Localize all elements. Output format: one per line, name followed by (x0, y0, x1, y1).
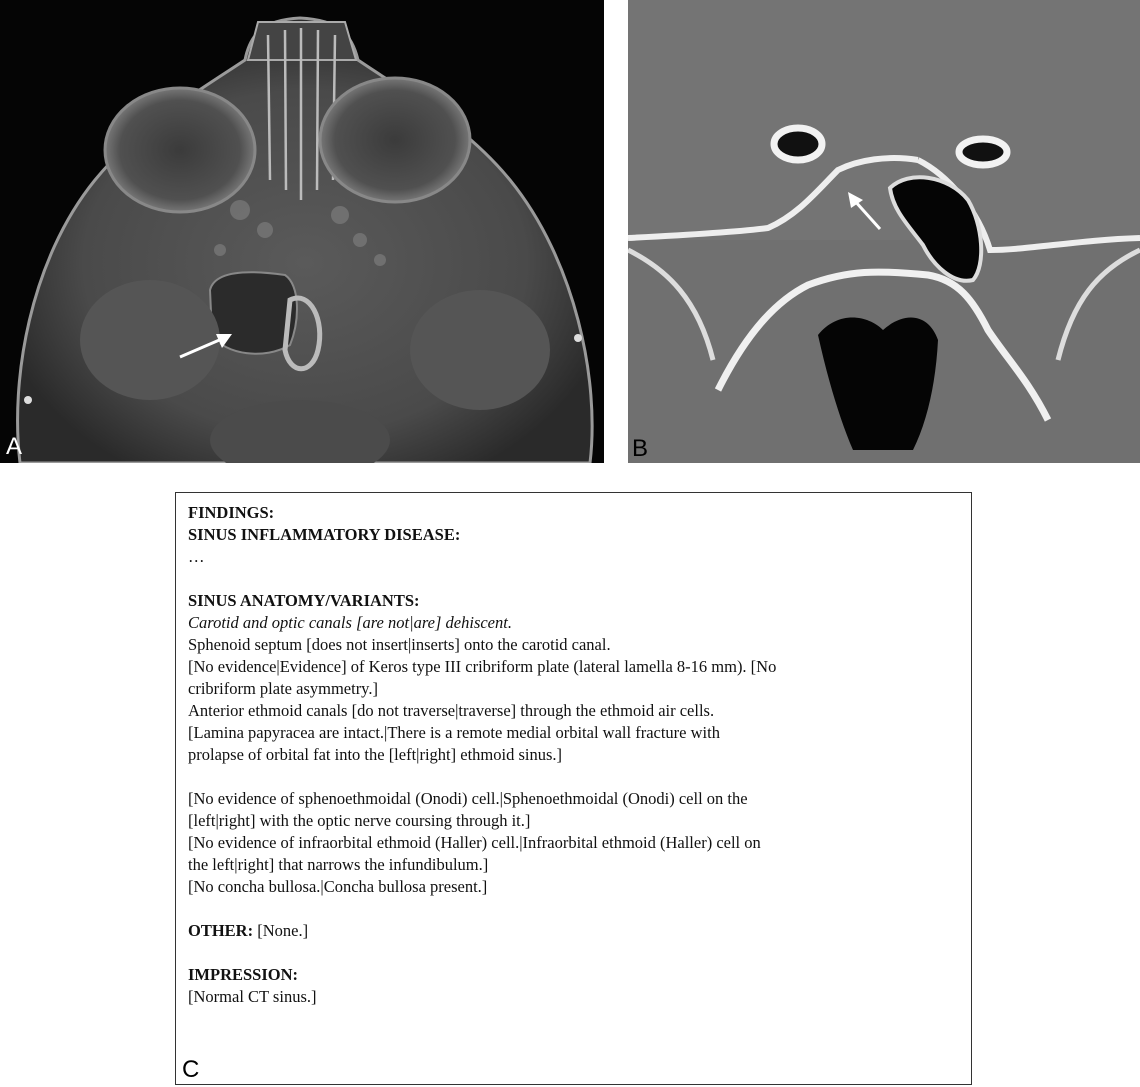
findings-heading: FINDINGS: (188, 503, 275, 522)
panel-b-ct-image (628, 0, 1140, 463)
other-value: [None.] (253, 921, 309, 940)
keros-line-2: cribriform plate asymmetry.] (188, 679, 378, 698)
impression-value: [Normal CT sinus.] (188, 987, 317, 1006)
panel-a-label: A (6, 433, 23, 460)
keros-line-1: [No evidence|Evidence] of Keros type III cribriform plate (lateral lamella 8-16 mm). [No (188, 657, 777, 676)
sinus-inflammatory-heading: SINUS INFLAMMATORY DISEASE: (188, 525, 461, 544)
haller-line-2: the left|right] that narrows the infundibulum.] (188, 855, 489, 874)
mri-axial-illustration (0, 0, 604, 463)
panel-a-mri-image (0, 0, 604, 463)
ellipsis-text: … (188, 547, 205, 566)
anatomy-heading: SINUS ANATOMY/VARIANTS: (188, 591, 420, 610)
impression-heading: IMPRESSION: (188, 965, 299, 984)
lamina-line-2: prolapse of orbital fat into the [left|right] ethmoid sinus.] (188, 745, 563, 764)
ct-coronal-illustration (628, 0, 1140, 463)
other-line (188, 920, 959, 942)
concha-line: [No concha bullosa.|Concha bullosa present.] (188, 877, 488, 896)
panel-b-label: B (632, 435, 649, 462)
onodi-line-2: [left|right] with the optic nerve coursing through it.] (188, 811, 531, 830)
sphenoid-septum-line: Sphenoid septum [does not insert|inserts] onto the carotid canal. (188, 635, 611, 654)
ethmoid-canals-line: Anterior ethmoid canals [do not traverse|traverse] through the ethmoid air cells. (188, 701, 715, 720)
haller-line-1: [No evidence of infraorbital ethmoid (Haller) cell.|Infraorbital ethmoid (Haller) cell on (188, 833, 761, 852)
lamina-line-1: [Lamina papyracea are intact.|There is a remote medial orbital wall fracture with (188, 723, 720, 742)
structured-report-panel (175, 492, 972, 1085)
carotid-optic-line: Carotid and optic canals [are not|are] dehiscent. (188, 613, 512, 632)
panel-c-label: C (182, 1056, 200, 1083)
onodi-line-1: [No evidence of sphenoethmoidal (Onodi) cell.|Sphenoethmoidal (Onodi) cell on the (188, 789, 748, 808)
other-heading: OTHER: (188, 921, 254, 940)
